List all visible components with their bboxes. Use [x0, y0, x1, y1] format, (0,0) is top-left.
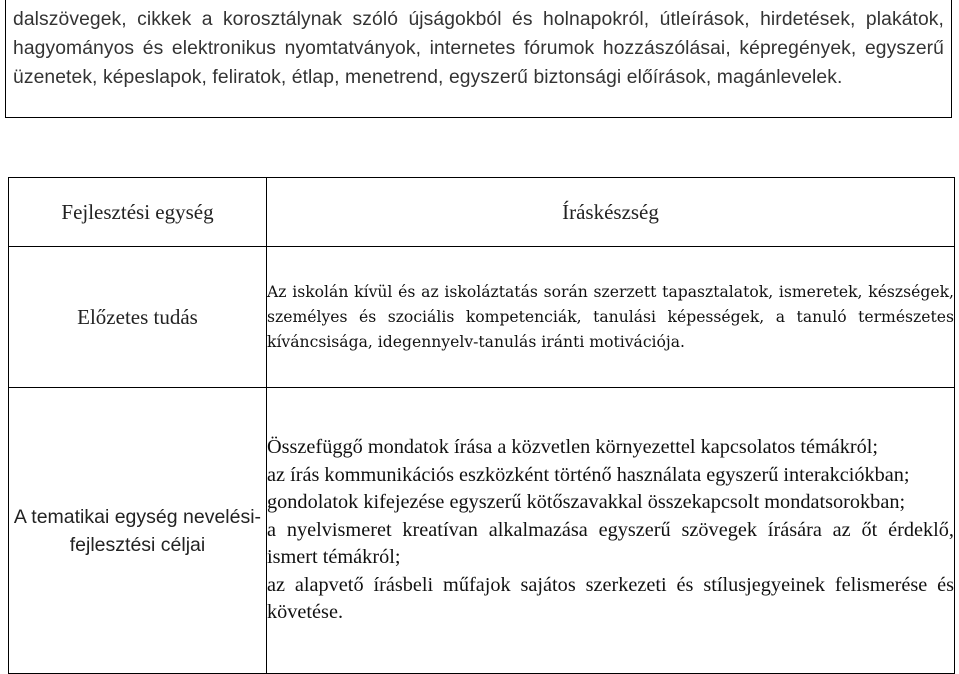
goal-item: a nyelvismeret kreatívan alkalmazása egyszerű szövegek írására az őt érdeklő, ismert témákról;	[267, 518, 954, 569]
table-row-goals	[9, 388, 955, 674]
goal-item: gondolatok kifejezése egyszerű kötőszavakkal összekapcsolt mondatsorokban;	[267, 491, 906, 514]
prior-knowledge-label: Előzetes tudás	[9, 247, 267, 388]
goals-cell	[267, 388, 955, 674]
prior-knowledge-text: Az iskolán kívül és az iskoláztatás során szerzett tapasztalatok, ismeretek, készségek, személyes és szociális kompetenciák, tanulási képességek, a tanuló természetes kíváncsisága, idegennyelv-tanulás iránti motivációja.	[267, 247, 955, 388]
goal-item: Összefüggő mondatok írása a közvetlen környezettel kapcsolatos témákról;	[267, 436, 879, 459]
header-development-unit: Fejlesztési egység	[9, 178, 267, 247]
table-header-row	[9, 178, 955, 247]
curriculum-table	[8, 177, 955, 674]
goal-item: az írás kommunikációs eszközként történő használata egyszerű interakciókban;	[267, 463, 910, 486]
header-writing-skill: Íráskészség	[267, 178, 955, 247]
table-row-prior-knowledge	[9, 247, 955, 388]
goal-item: az alapvető írásbeli műfajok sajátos szerkezeti és stílusjegyeinek felismerése és követése.	[267, 573, 954, 624]
goals-label: A tematikai egység nevelési-fejlesztési céljai	[9, 388, 267, 674]
intro-text-box	[5, 0, 952, 118]
intro-paragraph: dalszövegek, cikkek a korosztálynak szóló újságokból és holnapokról, útleírások, hirdetések, plakátok, hagyományos és elektronikus nyomtatványok, internetes fórumok hozzászólásai, képregények, egyszerű üzenetek, képeslapok, feliratok, étlap, menetrend, egyszerű biztonsági előírások, magánlevelek.	[13, 9, 944, 88]
